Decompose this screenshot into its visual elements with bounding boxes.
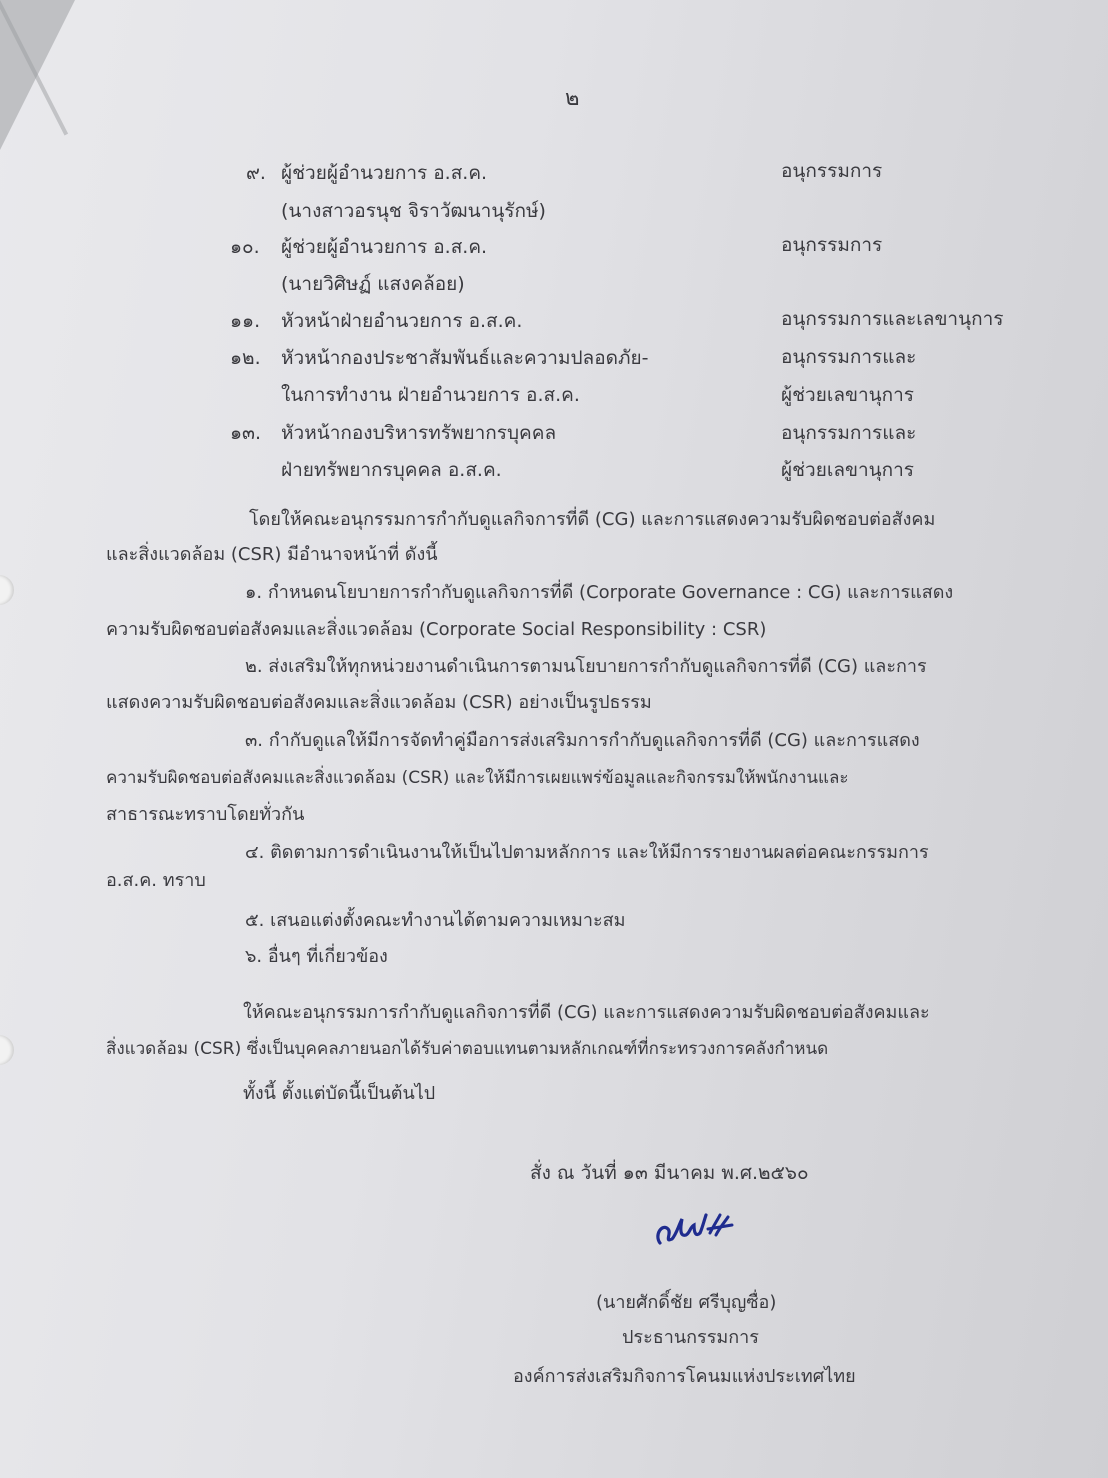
duty-line: ๔. ติดตามการดำเนินงานให้เป็นไปตามหลักการ และให้มีการรายงานผลต่อคณะกรรมการ (245, 842, 929, 863)
intro-line: โดยให้คณะอนุกรรมการกำกับดูแลกิจการที่ดี (CG) และการแสดงความรับผิดชอบต่อสังคม (249, 509, 936, 530)
member-title: หัวหน้ากองประชาสัมพันธ์และความปลอดภัย- (281, 347, 649, 369)
duty-line: ๕. เสนอแต่งตั้งคณะทำงานได้ตามความเหมาะสม (245, 910, 626, 931)
member-number: ๙. (246, 162, 266, 184)
duty-line: สาธารณะทราบโดยทั่วกัน (106, 804, 305, 825)
signatory-name: (นายศักดิ์ชัย ศรีบุญซื่อ) (596, 1292, 777, 1313)
punch-hole (0, 1035, 14, 1065)
duty-line: ความรับผิดชอบต่อสังคมและสิ่งแวดล้อม (CSR) และให้มีการเผยแพร่ข้อมูลและกิจกรรมให้พนักงานและ (106, 768, 849, 788)
signatory-position: ประธานกรรมการ (622, 1327, 759, 1348)
compensation-line: ให้คณะอนุกรรมการกำกับดูแลกิจการที่ดี (CG) และการแสดงความรับผิดชอบต่อสังคมและ (243, 1002, 930, 1023)
duty-line: ๒. ส่งเสริมให้ทุกหน่วยงานดำเนินการตามนโยบายการกำกับดูแลกิจการที่ดี (CG) และการ (245, 656, 927, 677)
compensation-line: สิ่งแวดล้อม (CSR) ซึ่งเป็นบุคคลภายนอกได้รับค่าตอบแทนตามหลักเกณฑ์ที่กระทรวงการคลังกำหนด (106, 1039, 829, 1059)
member-number: ๑๐. (230, 236, 260, 258)
member-role: อนุกรรมการ (781, 160, 883, 182)
order-date: สั่ง ณ วันที่ ๑๓ มีนาคม พ.ศ.๒๕๖๐ (530, 1162, 809, 1184)
member-role: อนุกรรมการ (781, 234, 883, 256)
page-number: ๒ (565, 86, 580, 111)
duty-line: แสดงความรับผิดชอบต่อสังคมและสิ่งแวดล้อม (CSR) อย่างเป็นรูปธรรม (106, 692, 652, 713)
member-role: อนุกรรมการและเลขานุการ (781, 308, 1004, 330)
duty-line: ๓. กำกับดูแลให้มีการจัดทำคู่มือการส่งเสริมการกำกับดูแลกิจการที่ดี (CG) และการแสดง (245, 730, 920, 751)
member-title: หัวหน้ากองบริหารทรัพยากรบุคคล (281, 422, 557, 444)
effective-statement: ทั้งนี้ ตั้งแต่บัดนี้เป็นต้นไป (243, 1083, 436, 1104)
member-name: ในการทำงาน ฝ่ายอำนวยการ อ.ส.ค. (281, 384, 580, 406)
signatory-organization: องค์การส่งเสริมกิจการโคนมแห่งประเทศไทย (513, 1366, 856, 1387)
duty-line: อ.ส.ค. ทราบ (106, 870, 206, 891)
punch-hole (0, 575, 14, 605)
member-name: (นายวิศิษฏ์ แสงคล้อย) (281, 273, 465, 295)
member-name: ฝ่ายทรัพยากรบุคคล อ.ส.ค. (281, 459, 502, 481)
member-role: อนุกรรมการและ (781, 346, 917, 368)
member-name: (นางสาวอรนุช จิราวัฒนานุรักษ์) (281, 200, 546, 222)
member-number: ๑๑. (230, 310, 261, 332)
member-role-line2: ผู้ช่วยเลขานุการ (781, 384, 914, 406)
member-number: ๑๓. (230, 422, 262, 444)
member-role: อนุกรรมการและ (781, 422, 917, 444)
duty-line: ๑. กำหนดนโยบายการกำกับดูแลกิจการที่ดี (Corporate Governance : CG) และการแสดง (245, 582, 954, 603)
member-title: ผู้ช่วยผู้อำนวยการ อ.ส.ค. (281, 236, 488, 258)
handwritten-signature (650, 1205, 740, 1250)
member-title: หัวหน้าฝ่ายอำนวยการ อ.ส.ค. (281, 310, 523, 332)
member-number: ๑๒. (230, 347, 261, 369)
duty-line: ๖. อื่นๆ ที่เกี่ยวข้อง (245, 946, 388, 967)
intro-line: และสิ่งแวดล้อม (CSR) มีอำนาจหน้าที่ ดังนี้ (106, 544, 438, 565)
member-role-line2: ผู้ช่วยเลขานุการ (781, 459, 914, 481)
duty-line: ความรับผิดชอบต่อสังคมและสิ่งแวดล้อม (Corporate Social Responsibility : CSR) (106, 619, 767, 640)
member-title: ผู้ช่วยผู้อำนวยการ อ.ส.ค. (281, 162, 488, 184)
